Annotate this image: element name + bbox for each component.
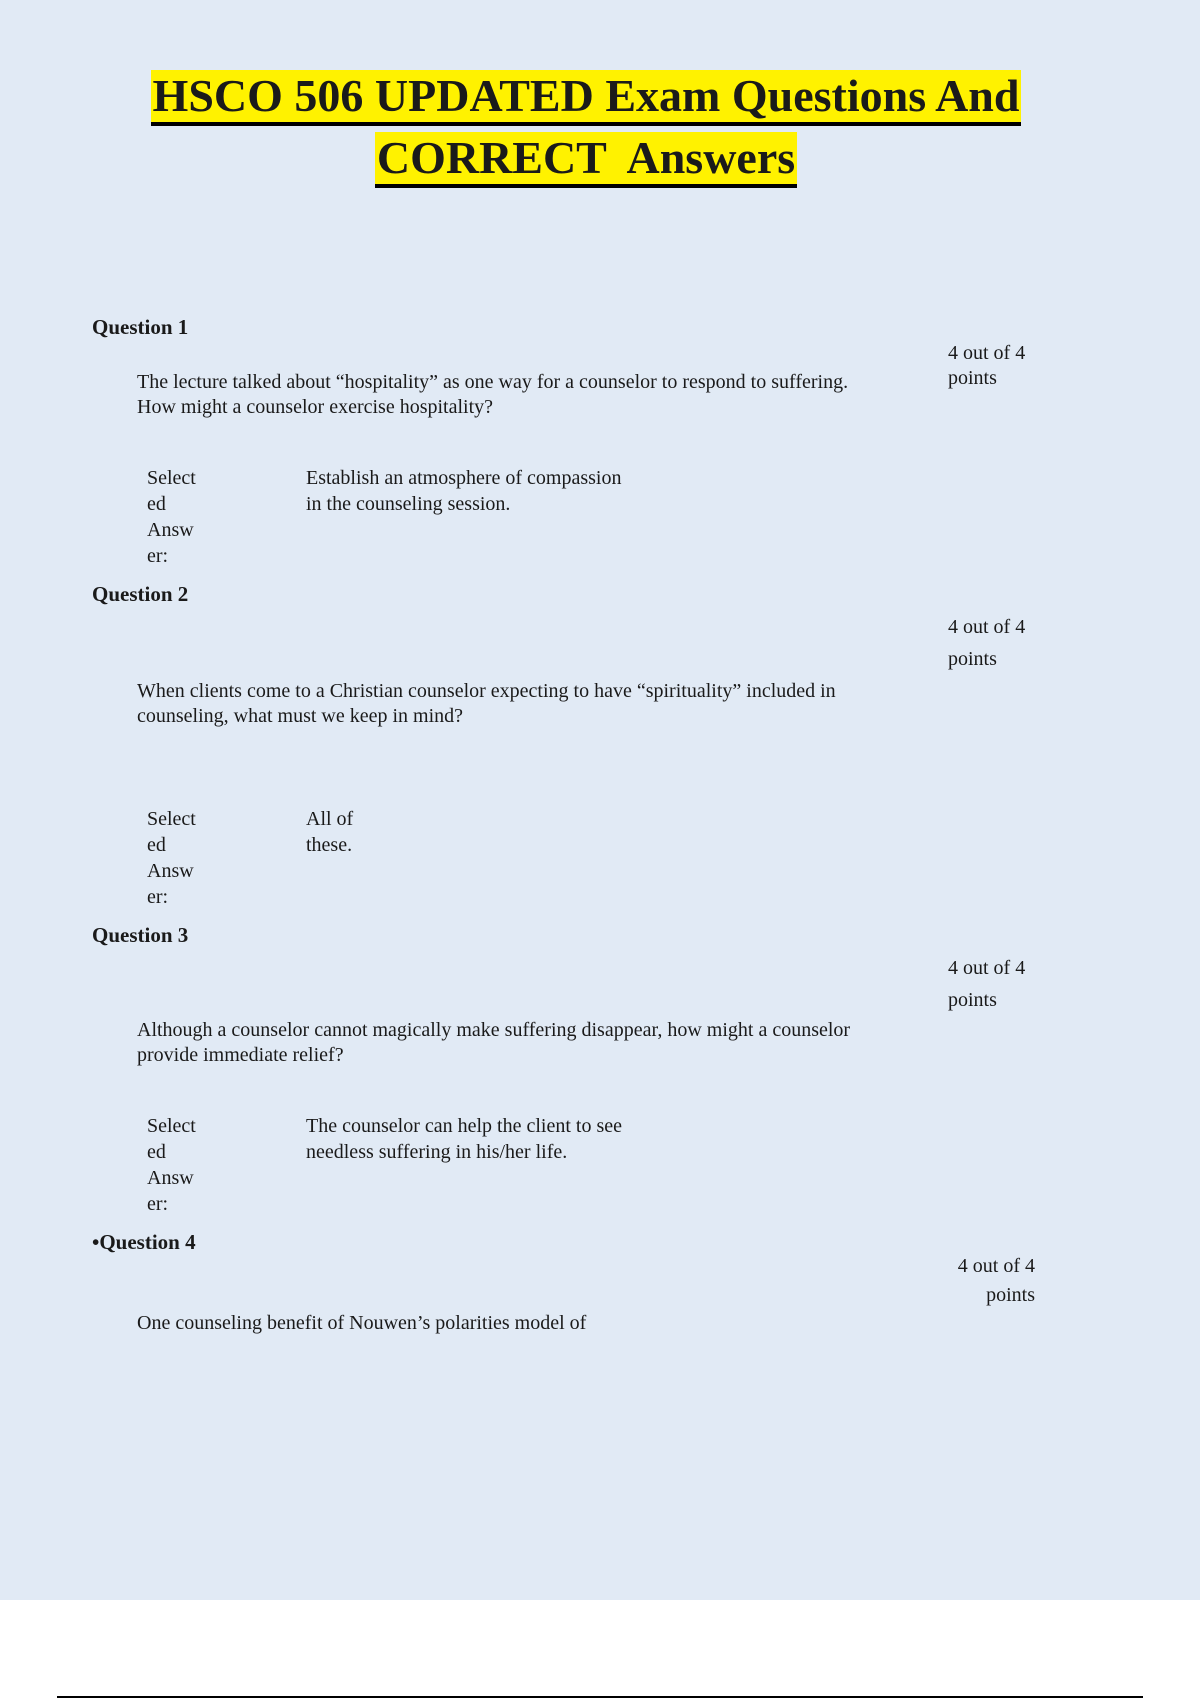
- question-text-line: provide immediate relief?: [137, 1044, 344, 1066]
- question-4-score: [948, 1252, 1035, 1310]
- question-text-line: How might a counselor exercise hospitality?: [137, 396, 494, 418]
- title-line-2: CORRECT Answers: [375, 132, 797, 188]
- question-3-text: [137, 1018, 937, 1068]
- score-line: 4 out of 4: [948, 342, 1026, 364]
- score-line: points: [986, 1284, 1035, 1306]
- answer-label-line: er:: [147, 545, 169, 567]
- answer-line: needless suffering in his/her life.: [306, 1141, 568, 1163]
- answer-label-line: Select: [147, 808, 196, 830]
- question-2-heading: Question 2: [92, 582, 189, 606]
- score-line: 4 out of 4: [957, 1255, 1035, 1277]
- answer-label-line: er:: [147, 1193, 169, 1215]
- question-4-heading: •Question 4: [92, 1230, 196, 1254]
- question-3-score: [948, 952, 1025, 1016]
- answer-label-line: Answ: [147, 860, 194, 882]
- question-3-selected-answer: [306, 1113, 622, 1165]
- answer-line: All of: [306, 808, 354, 830]
- score-line: 4 out of 4: [948, 957, 1026, 979]
- question-text-line: When clients come to a Christian counselor expecting to have “spirituality” included in: [137, 680, 836, 702]
- answer-label-line: ed: [147, 1141, 166, 1163]
- question-2-score: [948, 611, 1025, 675]
- question-4-text: [137, 1311, 937, 1336]
- question-2-answer-label: [147, 806, 217, 910]
- question-3-heading: Question 3: [92, 923, 189, 947]
- question-3-answer-label: [147, 1113, 217, 1217]
- question-text-line: One counseling benefit of Nouwen’s polarities model of: [137, 1312, 587, 1334]
- score-line: points: [948, 367, 997, 389]
- answer-label-line: Answ: [147, 1167, 194, 1189]
- answer-label-line: er:: [147, 886, 169, 908]
- answer-line: Establish an atmosphere of compassion: [306, 467, 622, 489]
- question-2-selected-answer: [306, 806, 353, 858]
- answer-label-line: Select: [147, 1115, 196, 1137]
- question-1-selected-answer: [306, 465, 622, 517]
- question-1-answer-label: [147, 465, 217, 569]
- question-text-line: Although a counselor cannot magically make suffering disappear, how might a counselor: [137, 1019, 851, 1041]
- score-line: points: [948, 648, 997, 670]
- answer-label-line: ed: [147, 834, 166, 856]
- question-text-line: counseling, what must we keep in mind?: [137, 705, 464, 727]
- answer-line: in the counseling session.: [306, 493, 511, 515]
- title-line-1: HSCO 506 UPDATED Exam Questions And: [151, 70, 1022, 126]
- score-line: 4 out of 4: [948, 616, 1026, 638]
- footer-rule: [57, 1696, 1143, 1698]
- answer-line: these.: [306, 834, 353, 856]
- document-title: [0, 68, 1172, 192]
- answer-label-line: Select: [147, 467, 196, 489]
- answer-label-line: Answ: [147, 519, 194, 541]
- answer-label-line: ed: [147, 493, 166, 515]
- question-1-score: [948, 341, 1025, 391]
- question-1-text: [137, 370, 937, 420]
- question-1-heading: Question 1: [92, 315, 189, 339]
- score-line: points: [948, 989, 997, 1011]
- question-2-text: [137, 679, 937, 729]
- answer-line: The counselor can help the client to see: [306, 1115, 622, 1137]
- question-text-line: The lecture talked about “hospitality” as one way for a counselor to respond to suffering.: [137, 371, 849, 393]
